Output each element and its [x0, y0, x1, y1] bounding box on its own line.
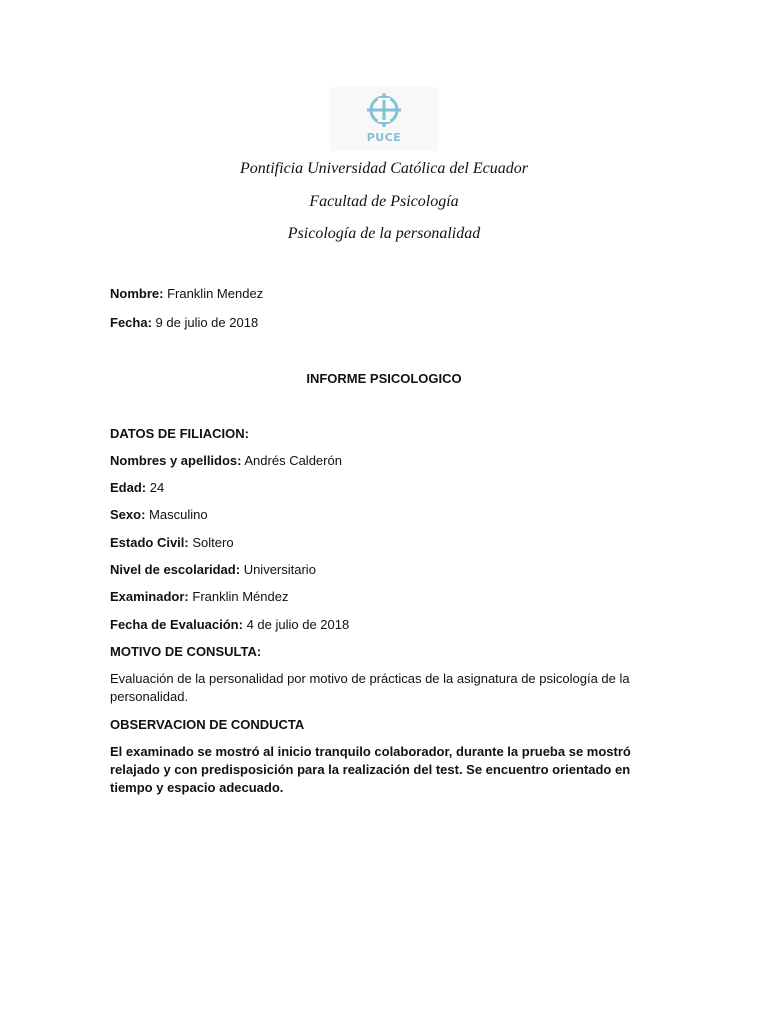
field-value: Franklin Méndez	[192, 589, 289, 604]
filiacion-heading	[110, 425, 249, 442]
faculty-name: Facultad de Psicología	[309, 193, 459, 210]
motivo-heading-text: MOTIVO DE CONSULTA:	[110, 644, 262, 659]
field-label: Nivel de escolaridad:	[110, 562, 241, 577]
observacion-heading	[110, 716, 304, 733]
field-value: Soltero	[192, 535, 234, 550]
field-nombres	[110, 452, 342, 469]
motivo-heading	[110, 643, 261, 660]
field-label: Estado Civil:	[110, 535, 189, 550]
field-label: Nombres y apellidos:	[110, 453, 242, 468]
field-label: Fecha de Evaluación:	[110, 617, 243, 632]
filiacion-heading-text: DATOS DE FILIACION:	[110, 426, 249, 441]
fecha-line	[110, 314, 258, 331]
fecha-label: Fecha:	[110, 315, 152, 330]
document-title	[0, 370, 768, 387]
logo-text: PUCE	[366, 131, 402, 144]
field-value: Andrés Calderón	[244, 453, 342, 468]
field-value: Masculino	[149, 507, 208, 522]
nombre-value: Franklin Mendez	[167, 286, 264, 301]
course-name: Psicología de la personalidad	[287, 225, 481, 242]
nombre-label: Nombre:	[110, 286, 164, 301]
field-sexo	[110, 506, 208, 523]
nombre-line	[110, 285, 263, 302]
field-value: Universitario	[243, 562, 316, 577]
document-title-text: INFORME PSICOLOGICO	[306, 371, 462, 386]
field-label: Edad:	[110, 480, 147, 495]
motivo-text: Evaluación de la personalidad por motivo de prácticas de la asignatura de psicología de la personalidad.	[110, 671, 630, 704]
cross-emblem-icon	[364, 91, 404, 129]
field-label: Examinador:	[110, 589, 189, 604]
field-estado-civil	[110, 534, 234, 551]
field-examinador	[110, 588, 288, 605]
field-edad	[110, 479, 164, 496]
field-label: Sexo:	[110, 507, 146, 522]
observacion-heading-text: OBSERVACION DE CONDUCTA	[110, 717, 305, 732]
field-escolaridad	[110, 561, 316, 578]
observacion-text: El examinado se mostró al inicio tranquilo colaborador, durante la prueba se mostró relajado y con predisposición para la realización del test. Se encuentro orientado en tiempo y espacio adecuado.	[110, 744, 631, 795]
puce-logo	[330, 87, 438, 151]
field-value: 4 de julio de 2018	[246, 617, 350, 632]
field-value: 24	[149, 480, 165, 495]
university-name: Pontificia Universidad Católica del Ecuador	[240, 160, 528, 177]
fecha-value: 9 de julio de 2018	[155, 315, 259, 330]
field-fecha-evaluacion	[110, 616, 349, 633]
